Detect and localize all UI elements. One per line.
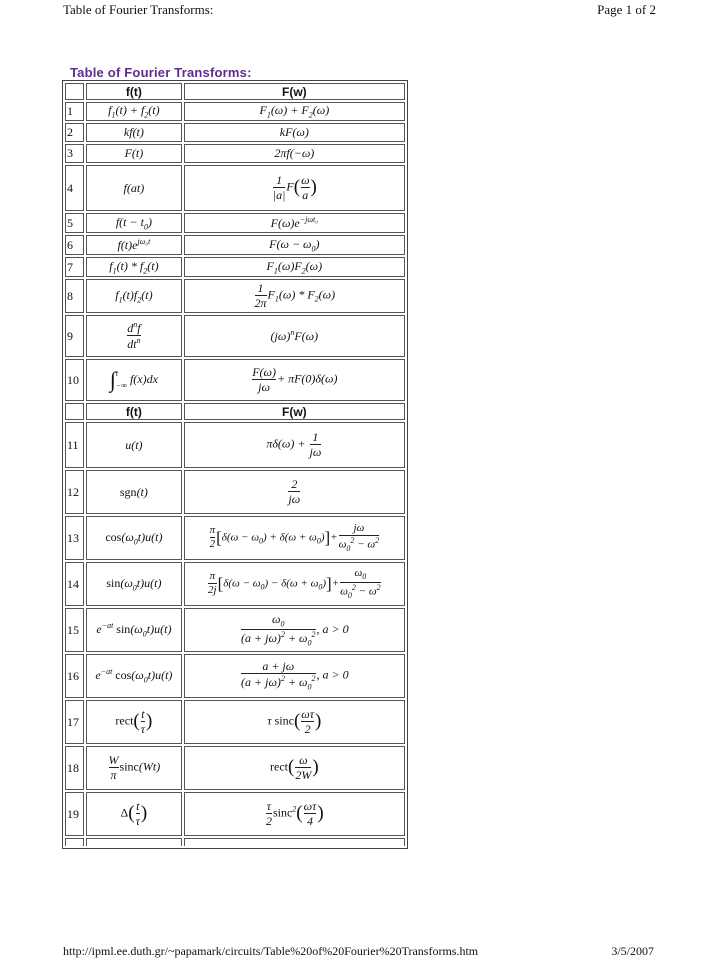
source-url: http://ipml.ee.duth.gr/~papamark/circuits/Table%20of%20Fourier%20Transforms.htm [63,944,479,958]
table-row [65,746,405,790]
frequency-domain-cell: rect( $\frac{\omega}{2W}$ ) [184,746,405,790]
time-domain-cell: $\frac{W}{\pi}$ sinc(Wt) [86,746,182,790]
row-number: 2 [65,123,84,142]
time-domain-cell: $f(t)e^{j\omega_0t}$ [86,235,182,255]
row-number: 7 [65,257,84,277]
time-domain-cell: rect( $\frac{t}{\tau}$ ) [86,700,182,744]
table-row [65,422,405,468]
row-number: 15 [65,608,84,652]
row-number: 10 [65,359,84,401]
frequency-domain-cell: $\frac{1}{2\pi}$ $F_1(\omega) * F_2(\omega)$ [184,279,405,313]
table-subheader-row [65,403,405,420]
frequency-domain-cell: $\frac{2}{j\omega}$ [184,470,405,514]
row-number: 4 [65,165,84,211]
subheader-num-cell [65,403,84,420]
table-row [65,213,405,233]
time-domain-cell: $e^{-at}$ $\cos(\omega_0t)u(t)$ [86,654,182,698]
continuation-cell [65,838,84,846]
table-row [65,359,405,401]
table-row [65,654,405,698]
row-number: 6 [65,235,84,255]
time-domain-cell: sgn(t) [86,470,182,514]
header-Fw-cell: F(w) [184,83,405,100]
table-row [65,235,405,255]
table-row [65,257,405,277]
page-header-title: Table of Fourier Transforms: [63,2,214,17]
frequency-domain-cell: τ sinc( $\frac{\omega\tau}{2}$ ) [184,700,405,744]
row-number: 14 [65,562,84,606]
page-number: Page 1 of 2 [597,2,656,17]
time-domain-cell: F(t) [86,144,182,163]
table-row [65,279,405,313]
time-domain-cell: $e^{-at}$ $\sin(\omega_0t)u(t)$ [86,608,182,652]
continuation-cell [86,838,182,846]
table-row [65,315,405,357]
subheader-Fw-cell: F(w) [184,403,405,420]
time-domain-cell: $\frac{d^nf}{dt^n}$ [86,315,182,357]
table-continuation-row [65,838,405,846]
frequency-domain-cell: $(j\omega)^nF(\omega)$ [184,315,405,357]
frequency-domain-cell: $F(\omega)e^{-j\omega t_0}$ [184,213,405,233]
continuation-cell [184,838,405,846]
time-domain-cell: $f_1(t)f_2(t)$ [86,279,182,313]
time-domain-cell: f(at) [86,165,182,211]
frequency-domain-cell: $\frac{F(\omega)}{j\omega}$ + πF(0)δ(ω) [184,359,405,401]
time-domain-cell: Δ( $\frac{t}{\tau}$ ) [86,792,182,836]
row-number: 9 [65,315,84,357]
print-date: 3/5/2007 [611,944,654,958]
frequency-domain-cell: $\frac{\omega_0}{(a + j\omega)^2 + \omega_0^2}$ , a > 0 [184,608,405,652]
time-domain-cell: $\sin(\omega_0t)u(t)$ [86,562,182,606]
time-domain-cell: kf(t) [86,123,182,142]
row-number: 11 [65,422,84,468]
document-title: Table of Fourier Transforms: [70,65,252,80]
subheader-ft-cell: f(t) [86,403,182,420]
time-domain-cell: $f(t - t_0)$ [86,213,182,233]
header-num-cell [65,83,84,100]
header-ft-cell: f(t) [86,83,182,100]
row-number: 13 [65,516,84,560]
time-domain-cell: u(t) [86,422,182,468]
row-number: 5 [65,213,84,233]
table-row [65,165,405,211]
frequency-domain-cell: $\frac{a + j\omega}{(a + j\omega)^2 + \omega_0^2}$ , a > 0 [184,654,405,698]
table-header-row [65,83,405,100]
table-row [65,608,405,652]
table-row [65,144,405,163]
row-number: 12 [65,470,84,514]
row-number: 19 [65,792,84,836]
frequency-domain-cell: kF(ω) [184,123,405,142]
row-number: 1 [65,102,84,121]
table-row [65,123,405,142]
table-row [65,516,405,560]
frequency-domain-cell: $F_1(\omega) + F_2(\omega)$ [184,102,405,121]
fourier-transform-table [62,80,408,849]
table-row [65,102,405,121]
time-domain-cell: $f_1(t) * f_2(t)$ [86,257,182,277]
table-row [65,792,405,836]
time-domain-cell: $\cos(\omega_0t)u(t)$ [86,516,182,560]
row-number: 3 [65,144,84,163]
frequency-domain-cell: πδ(ω) + $\frac{1}{j\omega}$ [184,422,405,468]
frequency-domain-cell: $F_1(\omega)F_2(\omega)$ [184,257,405,277]
frequency-domain-cell: $F(\omega - \omega_0)$ [184,235,405,255]
row-number: 18 [65,746,84,790]
frequency-domain-cell: 2πf(−ω) [184,144,405,163]
row-number: 16 [65,654,84,698]
row-number: 8 [65,279,84,313]
frequency-domain-cell: $\frac{\pi}{2}$ $[\delta(\omega - \omega_0) + \delta(\omega + \omega_0)]+$ $\frac{j\omega}{\omega_0^2 - \omega^2}$ [184,516,405,560]
frequency-domain-cell: $\frac{\tau}{2}$ sinc$^2$( $\frac{\omega\tau}{4}$ ) [184,792,405,836]
row-number: 17 [65,700,84,744]
table-row [65,562,405,606]
frequency-domain-cell: $\frac{\pi}{2j}$ $[\delta(\omega - \omega_0) - \delta(\omega + \omega_0)]+$ $\frac{\omega_0}{\omega_0^2 - \omega^2}$ [184,562,405,606]
table-row [65,470,405,514]
frequency-domain-cell: $\frac{1}{|a|}$ F( $\frac{\omega}{a}$ ) [184,165,405,211]
time-domain-cell: $f_1(t) + f_2(t)$ [86,102,182,121]
table-row [65,700,405,744]
time-domain-cell: ∫ t −∞ f(x)dx [86,359,182,401]
